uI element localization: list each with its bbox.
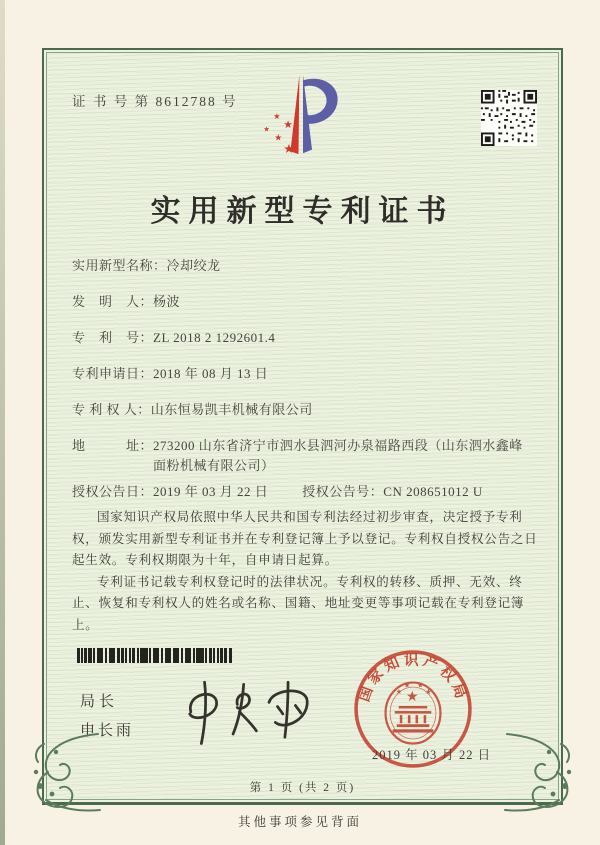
field-row-grant [72, 482, 536, 502]
svg-text:★: ★ [403, 680, 411, 690]
svg-text:★: ★ [417, 680, 424, 690]
field-value: 山东恒易凯丰机械有限公司 [150, 402, 313, 417]
legal-text [72, 507, 538, 636]
grant-date-pair [72, 482, 268, 502]
field-value: 2018 年 08 月 13 日 [153, 366, 269, 381]
field-value: 杨波 [153, 294, 181, 309]
national-emblem-icon [386, 681, 441, 744]
legal-paragraph: 国家知识产权局依照中华人民共和国专利法经过初步审查，决定授予专利权，颁发实用新型专利证书并在专利登记簿上予以登记。专利权自授权公告之日起生效。专利权期限为十年，自申请日起算。 [72, 510, 538, 567]
logo-star: ★ [283, 141, 295, 157]
field-label: 发 明 人： [72, 294, 154, 309]
field-row-inventor [72, 292, 536, 312]
field-row-address [72, 436, 536, 476]
logo-star: ★ [263, 124, 270, 134]
director-signature [175, 678, 325, 752]
field-row-filing-date [72, 364, 536, 384]
page-number: 第 1 页 (共 2 页) [249, 782, 356, 794]
barcode [77, 648, 232, 663]
field-value: 2019 年 03 月 22 日 [153, 484, 269, 499]
field-value: 273200 山东省济宁市泗水县泗河办泉福路西段（山东泗水鑫峰面粉机械有限公司） [153, 438, 523, 473]
svg-text:★: ★ [425, 686, 432, 696]
logo-star: ★ [273, 111, 281, 121]
cnipa-logo-icon [258, 70, 348, 168]
qr-code [481, 90, 537, 146]
legal-paragraph: 专利证书记载专利权登记时的法律状况。专利权的转移、质押、无效、终止、恢复和专利权人的姓名或名称、国籍、地址变更等事项记载在专利登记簿上。 [72, 574, 525, 632]
field-label: 地 址： [72, 438, 154, 453]
director-name: 申长雨 [80, 723, 135, 739]
back-note: 其他事项参见背面 [237, 815, 362, 829]
field-label: 专 利 权 人： [72, 402, 151, 417]
field-row-patentee [72, 400, 536, 420]
field-label: 授权公告日： [72, 484, 154, 499]
certificate-title: 实用新型专利证书 [150, 195, 455, 228]
certificate-frame [42, 48, 563, 805]
svg-text:★: ★ [405, 688, 419, 705]
field-label: 专利申请日： [72, 366, 154, 381]
svg-text:★: ★ [395, 686, 403, 696]
director-title: 局长 [80, 694, 119, 710]
scan-edge-shadow [0, 0, 5, 845]
seal-text-curve: 国家知识产权局 [356, 652, 470, 704]
corner-ornament-icon [26, 728, 108, 816]
certificate-number: 证 书 号 第 8612788 号 [72, 94, 238, 109]
field-value: 冷却绞龙 [166, 258, 221, 273]
field-label: 实用新型名称： [72, 258, 167, 273]
field-label: 专 利 号： [72, 330, 154, 345]
field-label: 授权公告号： [302, 484, 384, 499]
seal-date: 2019 年 03 月 22 日 [372, 748, 492, 762]
corner-ornament-icon [497, 728, 579, 816]
field-value: CN 208651012 U [383, 484, 483, 499]
field-row-patent-number [72, 328, 536, 348]
logo-star: ★ [283, 118, 293, 131]
field-row-name [72, 256, 536, 276]
logo-blue-wedge [303, 75, 312, 153]
field-value: ZL 2018 2 1292601.4 [153, 330, 276, 345]
grant-number-pair [302, 482, 482, 502]
logo-blue-loop [303, 79, 338, 124]
field-list [72, 256, 536, 518]
logo-star: ★ [274, 133, 283, 144]
